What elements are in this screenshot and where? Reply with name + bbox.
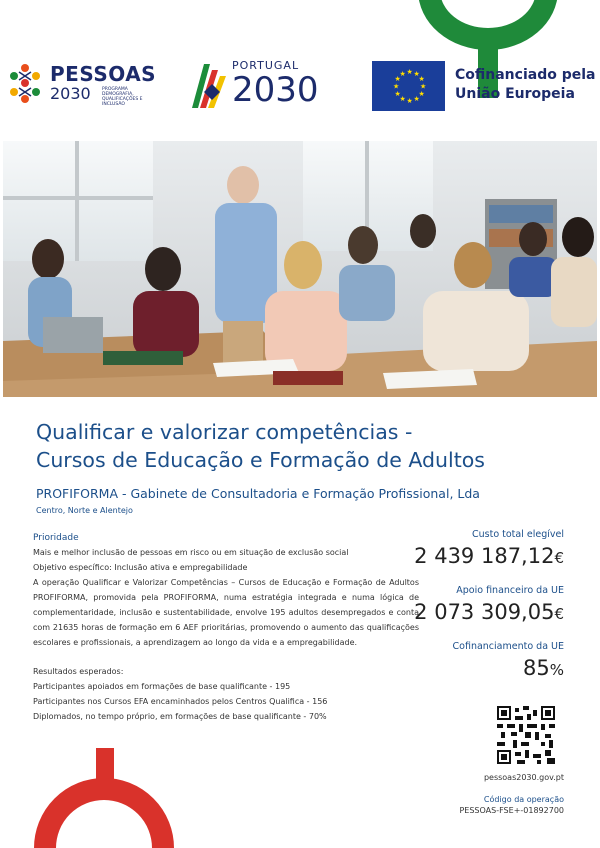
operation-code-label: Código da operação (483, 795, 564, 804)
project-title-line-2: Cursos de Educação e Formação de Adultos (36, 448, 485, 472)
pessoas-subtitle: PROGRAMA DEMOGRAFIA, QUALIFICAÇÕES E INCLUSÃO (102, 87, 143, 107)
svg-text:★: ★ (393, 82, 400, 91)
operation-code: PESSOAS-FSE+-01892700 (459, 806, 564, 815)
region: Centro, Norte e Alentejo (36, 506, 133, 515)
svg-text:★: ★ (418, 90, 425, 98)
priority-text: Mais e melhor inclusão de pessoas em risco ou em situação de exclusão social (33, 548, 349, 557)
svg-text:★: ★ (406, 68, 413, 76)
cofinancing-label: Cofinanciamento da UE (452, 641, 564, 652)
eu-support-label: Apoio financeiro da UE (456, 585, 564, 596)
svg-text:★: ★ (399, 70, 406, 78)
svg-text:★: ★ (399, 95, 406, 103)
svg-text:★: ★ (420, 82, 427, 91)
website-link[interactable]: pessoas2030.gov.pt (483, 773, 564, 782)
priority-title: Prioridade (33, 533, 79, 543)
eu-support-block (414, 585, 564, 624)
classroom-illustration (3, 141, 597, 397)
project-title (36, 418, 576, 474)
classroom-photo (3, 141, 597, 397)
total-cost-value-row (414, 544, 564, 568)
result-item: Participantes nos Cursos EFA encaminhados pelos Centros Qualifica - 156 (33, 697, 328, 706)
portugal-label: PORTUGAL (232, 59, 300, 72)
cofinancing-unit: % (549, 661, 564, 679)
result-item: Diplomados, no tempo próprio, em formações de base qualificante - 70% (33, 712, 327, 721)
pessoas-2030-logo (6, 58, 157, 108)
pessoas-title: PESSOAS (50, 62, 157, 86)
total-cost-unit: € (554, 549, 564, 567)
pessoas-year: 2030 (50, 84, 91, 103)
total-cost-label: Custo total elegível (471, 529, 564, 540)
portugal-flag-icon (190, 62, 230, 110)
portugal-2030-logo (190, 58, 330, 114)
total-cost-block (414, 529, 564, 568)
eu-support-unit: € (554, 605, 564, 623)
svg-text:★: ★ (418, 75, 425, 83)
eu-line-2: União Europeia (455, 86, 575, 102)
cofinancing-value: 85 (523, 656, 550, 680)
objective-text: Objetivo específico: Inclusão ativa e empregabilidade (33, 563, 248, 572)
eu-flag (372, 61, 445, 111)
description-block (33, 531, 419, 724)
organization-name: PROFIFORMA - Gabinete de Consultadoria e Formação Profissional, Lda (36, 486, 480, 501)
svg-text:★: ★ (394, 75, 401, 83)
pessoas-people-icon (6, 62, 44, 104)
eu-support-value: 2 073 309,05 (414, 600, 555, 624)
eu-cofinancing-text (455, 66, 595, 104)
eu-support-value-row (414, 600, 564, 624)
description-paragraph: A operação Qualificar e Valorizar Competências – Cursos de Educação e Formação de Adultos PROFIFORMA, promovida pela PROFIFORMA, numa estratégia integrada e numa lógica de complementaridade, inclusão e sustentabilidade, envolve 195 adultos desempregados e conta com 21635 horas de formação em 6 AEF prioritárias, promovendo o aumento das qualificações escolares e profissionais, a aprendizagem ao longo da vida e a empregabilidade. (33, 578, 419, 647)
result-item: Participantes apoiados em formações de base qualificante - 195 (33, 682, 291, 691)
cofinancing-value-row (453, 656, 564, 680)
results-title: Resultados esperados: (33, 667, 124, 676)
svg-text:★: ★ (413, 70, 420, 78)
decorative-red-ring (34, 778, 174, 848)
svg-text:★: ★ (413, 95, 420, 103)
cofinancing-block (453, 641, 564, 680)
eu-line-1: Cofinanciado pela (455, 67, 596, 83)
svg-text:★: ★ (406, 97, 413, 105)
portugal-year: 2030 (232, 70, 319, 110)
qr-code-icon[interactable] (497, 706, 555, 764)
svg-text:★: ★ (394, 90, 401, 98)
eu-stars-icon (372, 61, 445, 111)
project-title-line-1: Qualificar e valorizar competências - (36, 420, 413, 444)
total-cost-value: 2 439 187,12 (414, 544, 555, 568)
